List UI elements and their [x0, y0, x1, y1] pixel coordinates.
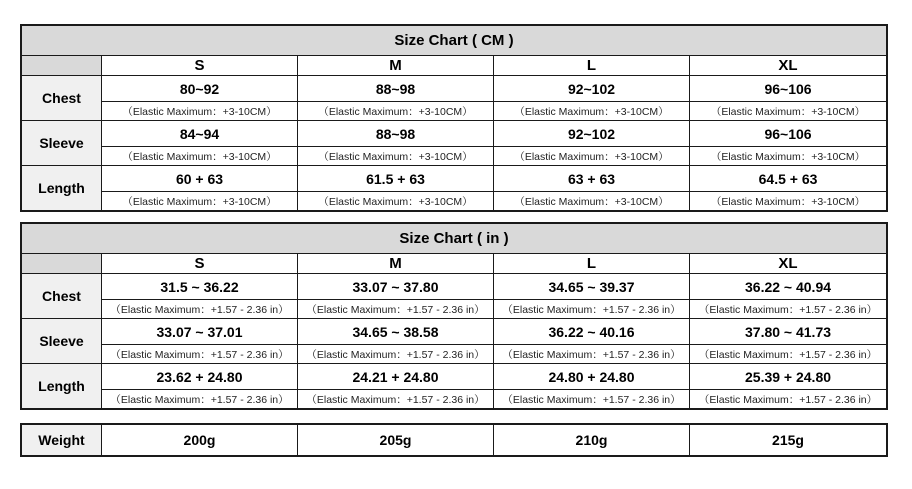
measurement-value: 34.65 ~ 39.37 — [494, 274, 690, 300]
elastic-note: （Elastic Maximum：+3-10CM） — [102, 192, 298, 211]
table-title: Size Chart ( CM ) — [22, 26, 887, 56]
size-header-m: M — [298, 56, 494, 76]
elastic-note: （Elastic Maximum：+3-10CM） — [690, 102, 887, 121]
row-label-weight: Weight — [22, 425, 102, 456]
measurement-value: 84~94 — [102, 121, 298, 147]
elastic-note: （Elastic Maximum：+3-10CM） — [298, 192, 494, 211]
size-chart-cm-table — [21, 25, 887, 211]
measurement-value: 63 + 63 — [494, 166, 690, 192]
elastic-note: （Elastic Maximum：+1.57 - 2.36 in） — [298, 345, 494, 364]
measurement-value: 34.65 ~ 38.58 — [298, 319, 494, 345]
weight-table — [21, 424, 887, 456]
size-header-m: M — [298, 254, 494, 274]
row-label-length: Length — [22, 166, 102, 211]
measurement-value: 33.07 ~ 37.01 — [102, 319, 298, 345]
measurement-value: 96~106 — [690, 76, 887, 102]
corner-cell — [22, 56, 102, 76]
size-chart-inch-table — [21, 223, 887, 409]
elastic-note: （Elastic Maximum：+1.57 - 2.36 in） — [102, 390, 298, 409]
measurement-value: 61.5 + 63 — [298, 166, 494, 192]
weight-value: 205g — [298, 425, 494, 456]
elastic-note: （Elastic Maximum：+1.57 - 2.36 in） — [494, 300, 690, 319]
weight-value: 215g — [690, 425, 887, 456]
measurement-value: 36.22 ~ 40.94 — [690, 274, 887, 300]
elastic-note: （Elastic Maximum：+1.57 - 2.36 in） — [690, 300, 887, 319]
elastic-note: （Elastic Maximum：+3-10CM） — [690, 147, 887, 166]
elastic-note: （Elastic Maximum：+3-10CM） — [494, 102, 690, 121]
elastic-note: （Elastic Maximum：+3-10CM） — [494, 147, 690, 166]
measurement-value: 92~102 — [494, 76, 690, 102]
elastic-note: （Elastic Maximum：+1.57 - 2.36 in） — [102, 300, 298, 319]
measurement-value: 24.21 + 24.80 — [298, 364, 494, 390]
measurement-value: 88~98 — [298, 121, 494, 147]
table-title: Size Chart ( in ) — [22, 224, 887, 254]
row-label-length: Length — [22, 364, 102, 409]
measurement-value: 23.62 + 24.80 — [102, 364, 298, 390]
elastic-note: （Elastic Maximum：+1.57 - 2.36 in） — [102, 345, 298, 364]
row-label-chest: Chest — [22, 76, 102, 121]
size-header-xl: XL — [690, 254, 887, 274]
elastic-note: （Elastic Maximum：+1.57 - 2.36 in） — [690, 390, 887, 409]
size-header-l: L — [494, 56, 690, 76]
measurement-value: 92~102 — [494, 121, 690, 147]
elastic-note: （Elastic Maximum：+3-10CM） — [102, 102, 298, 121]
row-label-sleeve: Sleeve — [22, 319, 102, 364]
elastic-note: （Elastic Maximum：+1.57 - 2.36 in） — [494, 345, 690, 364]
elastic-note: （Elastic Maximum：+3-10CM） — [102, 147, 298, 166]
elastic-note: （Elastic Maximum：+1.57 - 2.36 in） — [298, 390, 494, 409]
elastic-note: （Elastic Maximum：+1.57 - 2.36 in） — [690, 345, 887, 364]
elastic-note: （Elastic Maximum：+3-10CM） — [298, 147, 494, 166]
measurement-value: 60 + 63 — [102, 166, 298, 192]
measurement-value: 37.80 ~ 41.73 — [690, 319, 887, 345]
elastic-note: （Elastic Maximum：+3-10CM） — [494, 192, 690, 211]
measurement-value: 36.22 ~ 40.16 — [494, 319, 690, 345]
row-label-chest: Chest — [22, 274, 102, 319]
weight-value: 210g — [494, 425, 690, 456]
measurement-value: 80~92 — [102, 76, 298, 102]
measurement-value: 24.80 + 24.80 — [494, 364, 690, 390]
elastic-note: （Elastic Maximum：+1.57 - 2.36 in） — [494, 390, 690, 409]
elastic-note: （Elastic Maximum：+1.57 - 2.36 in） — [298, 300, 494, 319]
size-header-s: S — [102, 56, 298, 76]
measurement-value: 88~98 — [298, 76, 494, 102]
measurement-value: 64.5 + 63 — [690, 166, 887, 192]
measurement-value: 25.39 + 24.80 — [690, 364, 887, 390]
measurement-value: 96~106 — [690, 121, 887, 147]
size-header-s: S — [102, 254, 298, 274]
measurement-value: 31.5 ~ 36.22 — [102, 274, 298, 300]
weight-value: 200g — [102, 425, 298, 456]
size-header-xl: XL — [690, 56, 887, 76]
elastic-note: （Elastic Maximum：+3-10CM） — [298, 102, 494, 121]
corner-cell — [22, 254, 102, 274]
measurement-value: 33.07 ~ 37.80 — [298, 274, 494, 300]
elastic-note: （Elastic Maximum：+3-10CM） — [690, 192, 887, 211]
row-label-sleeve: Sleeve — [22, 121, 102, 166]
size-header-l: L — [494, 254, 690, 274]
